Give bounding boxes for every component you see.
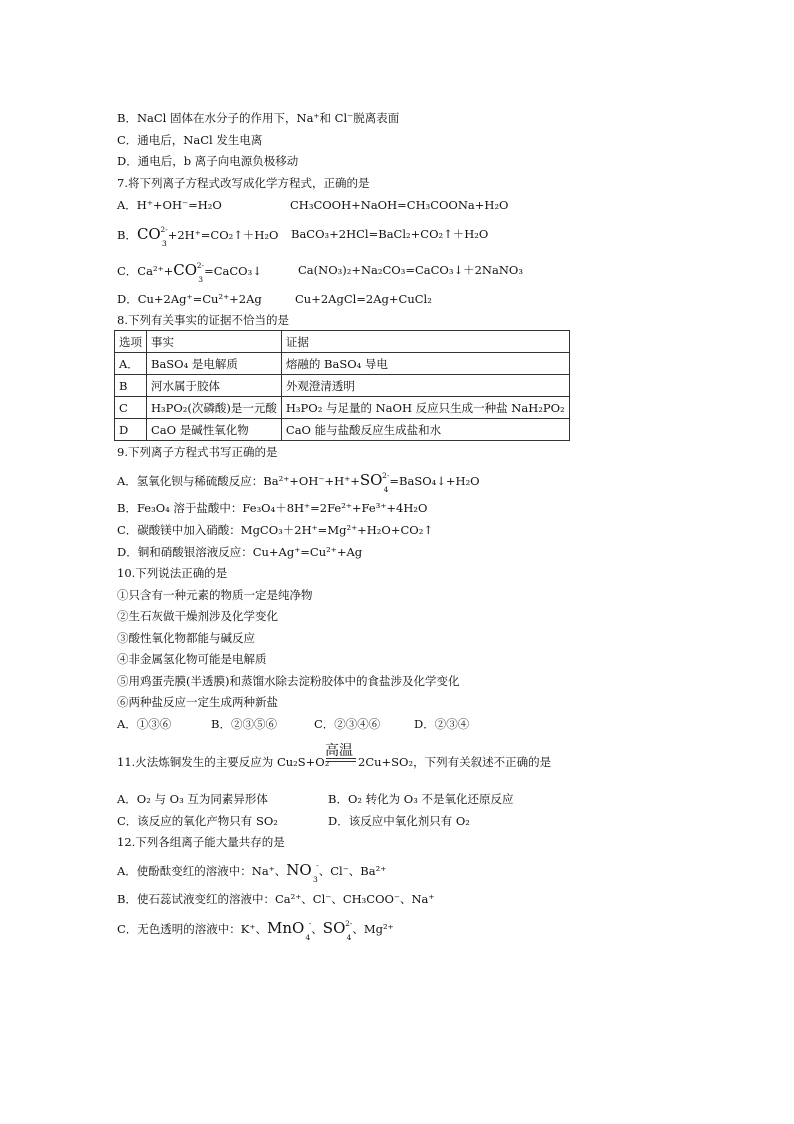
q7-option-a-ion: A．H⁺+OH⁻=H₂O — [117, 198, 222, 212]
q6-option-c: C．通电后，NaCl 发生电离 — [117, 133, 263, 147]
table-cell: 外观澄清透明 — [281, 375, 569, 397]
q12-a-pre: A．使酚酞变红的溶液中：Na⁺、 — [117, 864, 287, 878]
q10-item: ①只含有一种元素的物质一定是纯净物 — [117, 588, 313, 602]
q9-a-pre: A．氢氧化钡与稀硫酸反应：Ba²⁺+OH⁻+H⁺+ — [117, 474, 360, 488]
q7-option-b-chem: BaCO₃+2HCl=BaCl₂+CO₂↑＋H₂O — [291, 227, 489, 241]
q12-option-c — [117, 919, 394, 942]
q8-evidence-table — [114, 330, 570, 441]
q7-option-c-chem: Ca(NO₃)₂+Na₂CO₃=CaCO₃↓＋2NaNO₃ — [298, 263, 523, 277]
q12-stem: 12.下列各组离子能大量共存的是 — [117, 835, 285, 849]
q9-stem: 9.下列离子方程式书写正确的是 — [117, 445, 278, 459]
q9-option-d: D．铜和硝酸银溶液反应：Cu+Ag⁺=Cu²⁺+Ag — [117, 545, 363, 559]
q11-stem-pre: 11.火法炼铜发生的主要反应为 Cu₂S+O₂ — [117, 755, 330, 769]
q7-option-d-chem: Cu+2AgCl=2Ag+CuCl₂ — [295, 292, 432, 306]
q10-option-c: C．②③④⑥ — [314, 717, 381, 731]
sulfate-ion: SO 2- 4 — [359, 471, 390, 494]
q7-b-label: B． — [117, 228, 137, 242]
table-cell: B — [115, 375, 147, 397]
table-cell: CaO 能与盐酸反应生成盐和水 — [281, 419, 569, 441]
q7-option-d-ion: D．Cu+2Ag⁺=Cu²⁺+2Ag — [117, 292, 262, 306]
table-row — [115, 419, 570, 441]
table-cell: H₃PO₂ 与足量的 NaOH 反应只生成一种盐 NaH₂PO₂ — [281, 397, 569, 419]
table-cell: 熔融的 BaSO₄ 导电 — [281, 353, 569, 375]
q12-c-pre: C．无色透明的溶液中：K⁺、 — [117, 922, 267, 936]
nitrate-ion: NO - 3 — [286, 861, 319, 884]
carbonate-ion: CO 2- 3 — [136, 225, 168, 248]
q10-item: ②生石灰做干燥剂涉及化学变化 — [117, 609, 278, 623]
table-header: 证据 — [281, 331, 569, 353]
table-cell: 河水属于胶体 — [147, 375, 282, 397]
q7-c-label: C．Ca²⁺+ — [117, 264, 174, 278]
sulfate-ion: SO 2- 4 — [322, 919, 353, 942]
table-row — [115, 397, 570, 419]
q7-b-rest: +2H⁺=CO₂↑＋H₂O — [167, 228, 279, 242]
q6-option-d: D．通电后，b 离子向电源负极移动 — [117, 154, 299, 168]
table-row — [115, 353, 570, 375]
q12-option-b: B．使石蕊试液变红的溶液中：Ca²⁺、Cl⁻、CH₃COO⁻、Na⁺ — [117, 892, 435, 906]
q10-option-b: B．②③⑤⑥ — [211, 717, 277, 731]
q12-c-post: 、Mg²⁺ — [352, 922, 394, 936]
q11-option-c: C．该反应的氧化产物只有 SO₂ — [117, 814, 278, 828]
table-cell: BaSO₄ 是电解质 — [147, 353, 282, 375]
q10-item: ④非金属氢化物可能是电解质 — [117, 652, 267, 666]
table-header: 选项 — [115, 331, 147, 353]
q7-stem: 7.将下列离子方程式改写成化学方程式，正确的是 — [117, 176, 370, 190]
q10-item: ⑤用鸡蛋壳膜(半透膜)和蒸馏水除去淀粉胶体中的食盐涉及化学变化 — [117, 674, 460, 688]
q7-option-c-ion — [117, 261, 262, 284]
q12-c-mid: 、 — [311, 922, 323, 936]
q12-option-a — [117, 861, 387, 884]
table-header-row — [115, 331, 570, 353]
q10-stem: 10.下列说法正确的是 — [117, 566, 228, 580]
q7-option-b-ion — [117, 225, 279, 248]
q9-option-a — [117, 471, 480, 494]
q10-option-a: A．①③⑥ — [117, 717, 172, 731]
table-header: 事实 — [147, 331, 282, 353]
q12-a-post: 、Cl⁻、Ba²⁺ — [318, 864, 387, 878]
q9-option-c: C．碳酸镁中加入硝酸：MgCO₃＋2H⁺=Mg²⁺+H₂O+CO₂↑ — [117, 523, 433, 537]
q10-option-d: D．②③④ — [414, 717, 470, 731]
permanganate-ion: MnO - 4 — [266, 919, 312, 942]
q10-item: ③酸性氧化物都能与碱反应 — [117, 631, 255, 645]
table-cell: A． — [115, 353, 147, 375]
q9-option-b: B．Fe₃O₄ 溶于盐酸中：Fe₃O₄＋8H⁺=2Fe²⁺+Fe³⁺+4H₂O — [117, 501, 428, 515]
carbonate-ion: CO 2- 3 — [173, 261, 205, 284]
q11-option-a: A．O₂ 与 O₃ 互为同素异形体 — [117, 792, 268, 806]
table-cell: CaO 是碱性氧化物 — [147, 419, 282, 441]
q6-option-b: B．NaCl 固体在水分子的作用下，Na⁺和 Cl⁻脱离表面 — [117, 111, 400, 125]
q11-stem-post: 2Cu+SO₂，下列有关叙述不正确的是 — [358, 755, 552, 769]
table-row — [115, 375, 570, 397]
reaction-condition: 高温 — [325, 743, 353, 759]
q9-a-post: =BaSO₄↓+H₂O — [389, 474, 480, 488]
reaction-arrow — [326, 758, 356, 762]
q8-stem: 8.下列有关事实的证据不恰当的是 — [117, 313, 289, 327]
q7-c-rest: =CaCO₃↓ — [204, 264, 262, 278]
q11-option-d: D．该反应中氧化剂只有 O₂ — [328, 814, 470, 828]
table-cell: D — [115, 419, 147, 441]
q10-item: ⑥两种盐反应一定生成两种新盐 — [117, 695, 278, 709]
table-cell: H₃PO₂(次磷酸)是一元酸 — [147, 397, 282, 419]
table-cell: C — [115, 397, 147, 419]
q7-option-a-chem: CH₃COOH+NaOH=CH₃COONa+H₂O — [290, 198, 509, 212]
q11-option-b: B．O₂ 转化为 O₃ 不是氧化还原反应 — [328, 792, 514, 806]
